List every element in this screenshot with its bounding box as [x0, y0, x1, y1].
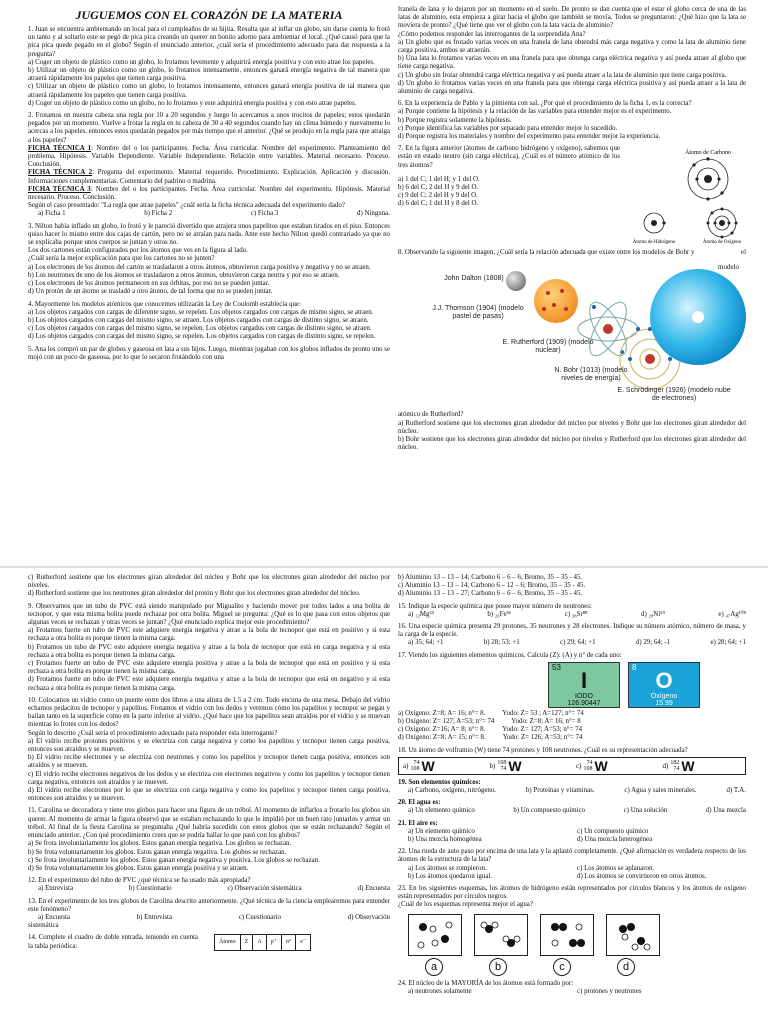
question-8-continued: c) Rutherford sostiene que los electrones giran alrededor del núcleo y Bohr que los electrones giran alrededor del núcleo por niveles. d) Rutherford sostiene que los neutrones giran alrededor del protón y Bohr que los electrones giran alrededor del núcleo.: [28, 574, 390, 598]
oxygen-atom: [707, 208, 738, 239]
bohr-label: N. Bohr (1013) (modelo niveles de energía): [554, 367, 628, 383]
question-8: 8. Observando la siguiente imagen, ¿Cuál sería la relación adecuada que existe entre los modelos de Bohr y el John Dalton (1808) J.J. Thomson (1904) (modelo pastel de pasas) E. Rutherford (1909) (modelo nuclear) N. Bohr (1013) (modelo niveles de energía) E. Schrödinger (1926) (modelo nube de electrones) modelo atómico de Rutherford? a) Rutherford sostiene que los electrones giran alrededor del núcleo por niveles y Bohr que los electrones giran alrededor del núcleo. b) Bohr sostiene que los electrones giran alrededor del núcleo por niveles y Rutherford que los electrones giran alrededor del núcleo.: [398, 249, 746, 452]
tungsten-option-b: b) 108 74 W: [489, 757, 522, 774]
question-21: 21. El aire es: a) Un elemento químico c) Un compuesto químico b) Una mezcla homogénea d) Una mezcla heterogénea: [398, 819, 653, 844]
ficha-2-label: FICHA TÉCNICA 2: [28, 169, 93, 177]
question-18: 18. Un átomo de volframio (W) tiene 74 protones y 108 neutrones. ¿Cuál es su representación adecuada? a) 74 108 W b) 108 74 W c) 74 108 W d) 182 74 W: [398, 747, 746, 775]
question-2: 2. Frotamos en nuestra cabeza una regla por 10 a 20 segundos y luego lo acercamos a unos trocitos de papeles; estos quedarán pegados por un momento. Vuelve a frotar la regla en tu cabeza de 30 a 40 segundos cuando hay un clima húmedo y nuevamente lo acercas a los papeles, entonces estos quedarán pegados por más tiempo que el anterior. ¿Qué se produjo en la regla para que atraiga a los papeles? FICHA TÉCNICA 1: Nombre del o los participantes. Fecha. Área curricular. Nombre del experimento. Planteamiento del problema. Hipótesis. Variable Dependiente. Variable Independiente. Relación entre variables. Material necesario. Proceso. Conclusión. FICHA TÉCNICA 2: Pregunta del experimento. Material requerido. Procedimiento. Explicación. Aplicación y discusión. Informaciones complementarias. Comentario del padrino o madrina. FICHA TÉCNICA 3: Nombre del o los participantes. Fecha. Área curricular. Nombre del experimento. Hipótesis. Material necesario. Proceso. Conclusión. Según el caso presentado: "La regla que atrae papeles" ¿cuál sería la ficha técnica adecuada del experimento dado? a) Ficha 1 b) Ficha 2 c) Ficha 3 d) Ninguna.: [28, 112, 390, 218]
scheme-letters: [408, 958, 746, 976]
tungsten-options: [398, 757, 746, 775]
oxygen-atom-label: Átomo de Oxígeno: [702, 240, 742, 246]
question-5: 5. Ana les compró un par de globos y gaseosa en lata a sus hijos. Luego, mientras jugaban con los globos inflados de pronto uno se mojó con un poco de gaseosa, por lo que lo secaron frotándolo con una: [28, 345, 390, 361]
option-a-circle[interactable]: a: [425, 958, 443, 976]
atoms-diagram: [626, 145, 746, 245]
ficha-3-label: FICHA TÉCNICA 3: [28, 185, 91, 193]
question-17: 17. Viendo los siguientes elementos químicos. Calcula (Z): (A) y n° de cada uno: 53 I IODO 126.90447 8 O Oxígeno 15.99 a) Oxígeno: Z=8; A= 16; n°= 8. Yodo: Z= 53 ; A=127; n°= 74 b) Oxígeno: Z= 127; A=53; n°= 74 Yodo: Z=8; A= 16; n°= 8 c) Oxígeno: Z=16; A= 8; n°= 8. Yodo: Z= 127; A=53; n°= 74 d) Oxígeno: Z=8; A= 15; n°= 8. Yodo: Z= 126; A=53; n°= 74: [398, 652, 746, 743]
scheme-a: [408, 914, 462, 956]
question-15: 15. Indique la especie química que posee mayor número de neutrones: a) ₁₂Mg²⁴ b) ₂₆Fe⁵⁶ c) ₃₈Sr⁸⁸ d) ₂₈Ni⁵⁹ e) ₄₇Ag¹⁰⁸: [398, 602, 746, 618]
dalton-label: John Dalton (1808): [444, 275, 504, 283]
option-c-circle[interactable]: c: [553, 958, 571, 976]
page-title: JUGUEMOS CON EL CORAZÓN DE LA MATERIA: [75, 8, 343, 22]
table-header-row: Átomo Z A p⁺ n° e⁻: [215, 935, 311, 950]
question-12: 12. En el experimento del tubo de PVC ¿qué técnica se ha usado más apropiada? a) Entrevista b) Cuestionario c) Observación sistemática d) Encuesta: [28, 877, 390, 893]
schrodinger-label: E. Schrödinger (1926) (modelo nube de electrones): [617, 387, 731, 403]
tungsten-option-c: c) 74 108 W: [576, 757, 608, 774]
scheme-c: [540, 914, 594, 956]
question-22: 22. Una rueda de auto paso por encima de una lata y la aplastó completamente. ¿Qué afirmación es verdadera respecto de los átomos de la estructura de la lata? a) Los átomos se rompieron. c) Los átomos se aplanaron. b) Los átomos quedaron igual. d) Los átomos se convirtieron en otros átomos.: [398, 848, 746, 880]
thomson-label: J.J. Thomson (1904) (modelo pastel de pasas): [432, 305, 524, 321]
rutherford-label: E. Rutherford (1909) (modelo nuclear): [502, 339, 594, 355]
top-right-column: [398, 6, 746, 566]
question-23: 23. En los siguientes esquemas, los átomos de hidrógeno están representados por círculos blancos y los átomos de oxígeno están representados por círculos negros. ¿Cuál de los esquemas representa mejor el agua? a b c d: [398, 885, 746, 976]
tungsten-option-d: d) 182 74 W: [662, 757, 695, 774]
question-13: 13. En el experimento de los tres globos de Carolina descrito anteriormente. ¿Qué técnica de la ciencia emplearemos para entender este fenómeno? a) Encuesta b) Entrevista c) Cuestionario d) Observación sistemática: [28, 897, 390, 930]
iodine-card: 53 I IODO 126.90447: [548, 662, 620, 708]
oxygen-card: 8 O Oxígeno 15.99: [628, 662, 700, 708]
atom-table: [214, 934, 311, 950]
top-left-column: [28, 6, 390, 566]
question-19: 19. Son elementos químicos: a) Carbono, oxígeno, nitrógeno. b) Proteínas y vitaminas. c) Agua y sales minerales. d) T.A.: [398, 778, 746, 795]
hydrogen-atom: [644, 213, 666, 233]
question-14-options: b) Aluminio 13 – 13 – 14; Carbono 6 – 6 – 6; Bromo, 35 – 35 - 45. c) Aluminio 13 – 13 – 14; Carbono 6 – 12 – 6; Bromo, 35 – 35 - 45. d) Aluminio 13 – 13 – 27; Carbono 6 – 6 – 6; Bromo, 35 – 35 - 45.: [398, 574, 586, 598]
question-14: 14. Complete el cuadro de doble entrada, teniendo en cuenta la tabla periódica: Átomo Z A p⁺ n° e⁻: [28, 934, 390, 950]
question-1: 1. Juan se encuentra ambientando un local para el cumpleaños de su hijita. Resulta que al inflar un globo, sin darse cuenta lo frotó un tanto y al soltarlo este se pegó de pica pica creando un querer un bonito adorno para ambientar el local. ¿Qué causó para que la pica pica quede pegado en el globo? Según el enunciado anterior, ¿cuál sería el procedimiento adecuado para dar respuesta a la pregunta? a) Coger un objeto de plástico como un globo, lo frotamos levemente y adquirirá energía positiva y con esto atrae los papeles. b) Utilizar un objeto de plástico como un globo, lo frotamos intensamente, entonces ganará energía negativa de tal manera que atraerá rápidamente los papeles que tienen carga positiva. c) Utilizar un objeto de plástico como un globo, lo frotamos intensamente, entonces ganará energía positiva de tal manera que atraerá rápidamente los papeles que tienen carga positiva. d) Coger un objeto de plástico como un globo, no lo frotamos y este adquirirá energía positiva y con esto atrae papeles.: [28, 26, 390, 107]
carbon-atom-label: Átomo de Carbono: [685, 150, 731, 157]
option-d-circle[interactable]: d: [617, 958, 635, 976]
bottom-left-column: [28, 574, 390, 1026]
question-9: 9. Observamos que un tubo de PVC está siendo manipulado por Migualito y haciendo mover por todos lados a una bolita de tecnopor, y que esta misma bolita puede rechazar por otra bolita. Miguel se pregunta: ¿Qué es lo que pasa con estos objetos que algunas veces se rechazan y otras veces se juntan? ¿Qué enunciado explica mejor este procedimiento? a) Frotamos fuerte un tubo de PVC este adquiere energía negativa y atrae a la bola de tecnopor que está en positivo y si esta rechaza a otra bolita es porque tienen la misma carga. b) Frotamos un tubo de PVC este adquiere energía negativa y atrae a la bola de tecnopor que está en carga negativa y si esta rechaza a otra bolita es porque tienen la misma carga. c) Frotamos fuerte un tubo de PVC este adquiere energía positiva y atrae a la bola de tecnopor que está en positivo y si esta rechaza a otra bolita es porque tienen la misma carga. d) Frotamos fuerte un tubo de PVC este adquiere energía negativa y atrae a la bola de tecnopor que está en negativo y si esta rechaza a otra bolita es porque tienen la misma carga.: [28, 602, 390, 692]
bottom-sheet: [0, 568, 768, 1024]
question-20: 20. El agua es: a) Un elemento químico b) Un compuesto químico c) Una solución d) Una mezcla: [398, 799, 746, 815]
question-24: 24. El núcleo de la MAYORÍA de los átomos está formado por: a) neutrones solamente c) protones y neutrones: [398, 979, 642, 995]
carbon-atom: [688, 158, 728, 201]
question-7: 7. En la figura anterior (átomos de carbono hidrógeno y oxígeno), sabemos que están en estado neutro (sin carga eléctrica), ¿Cuál es el número atómico de los tres átomos? a) 1 del C; 1 del H; y 1 del O. b) 6 del C; 2 del H y 9 del O. c) 9 del C; 2 del H y 9 del O. d) 6 del C; 1 del H y 8 del O. Átomo de Carbono Átomo de Hidrógeno Átomo de Oxígeno: [398, 145, 746, 245]
question-11: 11. Carolina se decoradora y tiene tres globos para hacer una figura de un trébol. Al momento de inflarlos a frotarlo los globos sin querer. Al momento de armar la figura observó que se estaban rechazando lo que le impidió por un buen rato juntarlos y armar un trébol. Al final de la fiesta Carolina se preguntaba ¿Qué habría sucedido con estos globos que se están rechazando? Según el enunciado anterior, ¿Con qué procedimiento crees que se podría hallar lo que pasó con los globos? a) Se frota involuntariamente los globos. Estos ganan energía negativa. Los globos se rechazan. b) Se frota voluntariamente los globos. Estos ganan energía negativa. Los globos se rechazan. c) Se frota involuntariamente los globos. Estos ganan energía negativa y positiva. Los globos se rechazan. d) Se frota voluntariamente los globos. Estos ganan energía positiva y se atraen.: [28, 807, 390, 872]
scheme-d: [606, 914, 660, 956]
question-5-continued: franela de lana y lo dejaron por un momento en el suelo. De pronto se dan cuenta que el estar el globo cerca de una de las latas de aluminio, esta empieza a girar hacia el globo que también se movía. Todos se preguntaron: ¿Qué hizo que la lata se moviera de pronto? ¿Qué tiene que ver el globo con la lata vacía de aluminio? ¿Cómo podemos responder las interrogantes de la sorprendida Ana? a) Un globo que es frotado varias veces en una franela de lana obtendrá más carga negativa y como la lata de aluminio tiene carga positiva, ambos se atraerán. b) Una lata lo frotamos varias veces en una franela para que obtenga carga eléctrica negativa y así pueda atraer al globo que tiene carga negativa. c) Un globo sin frotar obtendrá carga eléctrica negativa y así pueda atraer a la lata de aluminio que tiene carga positiva. d) Un globo lo frotamos varias veces en una franela para que obtenga carga eléctrica positiva y así pueda atraer a la lata de aluminio de carga negativa.: [398, 6, 746, 96]
bottom-right-column: [398, 574, 746, 1026]
atomic-models-figure: John Dalton (1808) J.J. Thomson (1904) (modelo pastel de pasas) E. Rutherford (1909) (modelo nuclear) N. Bohr (1013) (modelo niveles de energía) E. Schrödinger (1926) (modelo nube de electrones) modelo: [398, 259, 746, 409]
hydrogen-atom-label: Átomo de Hidrógeno: [632, 240, 676, 246]
question-3: 3. Nilton había inflado un globo, lo frotó y le pareció divertido que atrajera unos papelitos que estaban tirados en el piso. Entonces quiso hacer lo mismo entre dos cajas de cartón, pero no se atraían para nada. Ante este hecho Nilton quedó contrariado ya que no se explicaba porque unos cuerpos se juntan y otros no. Los dos cartones están configurados por los átomos que ves en la figura al lado. ¿Cuál sería la mejor explicación para que los cartones no se junten? a) Los electrones de los átomos del cartón se trasladaron a otros átomos, obtuvieron carga positiva y negativa y no se atraen. b) Los neutrones de uno de los átomos se trasladaron a otros átomos, obtuvieron carga neutra y por eso se atraen. c) Los electrones de los átomos permanecen en sus órbitas, por eso no se pueden juntar. d) Un protón de un átomo se trasladó a otro átomo, de tal forma que no se pueden juntar.: [28, 222, 390, 296]
tungsten-option-a: a) 74 108 W: [403, 757, 435, 774]
ficha-1-label: FICHA TÉCNICA 1: [28, 144, 92, 152]
element-cards: [548, 662, 746, 708]
question-16: 16. Una especie química presenta 29 protones, 35 neutrones y 28 electrones. Indique su número atómico, número de masa, y la carga de la especie. a) 35; 64; +1 b) 28; 53; +1 c) 29; 64; +1 d) 29; 64; -1 e) 28; 64; +1: [398, 623, 746, 647]
question-2-options: a) Ficha 1 b) Ficha 2 c) Ficha 3 d) Ninguna.: [38, 210, 390, 218]
question-4: 4. Mayormente los modelos atómicos que conocemos utilizarán la Ley de Coulomb establecía que: a) Los objetos cargados con cargas de diferente signo, se repelen. Los objetos cargados con cargas de mismo signo, se atraen. b) Los objetos cargados con cargas del mismo signo, se atraen. Los objetos cargados con cargas de distinto signo, se atraen. c) Los objetos cargados con cargas del mismo signo, se repelen. Los objetos cargados con cargas de distinto signo, se atraen. d) Los objetos cargados con cargas del mismo signo, se repelen. Los objetos cargados con cargas de distinto signo, se repelen.: [28, 300, 376, 341]
option-b-circle[interactable]: b: [489, 958, 507, 976]
molecule-schemes: [408, 914, 746, 956]
thomson-model: [534, 279, 578, 323]
question-6: 6. En la experiencia de Pablo y la pimienta con sal, ¿Por qué el procedimiento de la ficha 1, es la correcta? a) Porque contiene la hipótesis y la relación de las variables para entender mejor es el experimento. b) Porque registra solamente la hipótesis. c) Porque identifica las variables por separado para entender mejor lo sucedido. d) Porque registra los materiales y nombre del experimento para entender mejor la experiencia.: [398, 100, 692, 141]
question-10: 10. Colocamos un vidrio como un puente entre dos libros a una altura de 1.5 a 2 cm. Todo encima de una mesa. Debajo del vidrio echamos pedacitos de tecnopor y papelitos. Frotamos el vidrio con los dedos y veremos cómo los papelitos y tecnopor se pegan y bailan tanto en la superficie como en la parte inferior al vidrio. ¿Qué hace que los papelitos sean atraídos por el vidrio y se muevan mientras lo frotes con los dedos? Según lo descrito ¿Cuál sería el procedimiento adecuado para responder esta interrogante? a) El vidrio recibe protones positivos y se electriza con carga negativa y como los papelitos y tecnopor tienen carga positiva, entonces son atraídos y se mueven. b) El vidrio recibe electrones y se electriza con neutrones y como los papelitos y tecnopor tienen carga positiva, entonces son atraídos y se mueven. c) El vidrio recibe electrones negativos de los dedos y se electriza con electrones negativos y como los papelitos y tecnopor tienen carga negativa, entonces son atraídos y se mueven. d) El vidrio recibe electrones por lo que se electriza con carga negativa y como los papelitos y tecnopor tienen carga positiva, entonces son atraídos y se mueven.: [28, 696, 390, 803]
scheme-b: [474, 914, 528, 956]
